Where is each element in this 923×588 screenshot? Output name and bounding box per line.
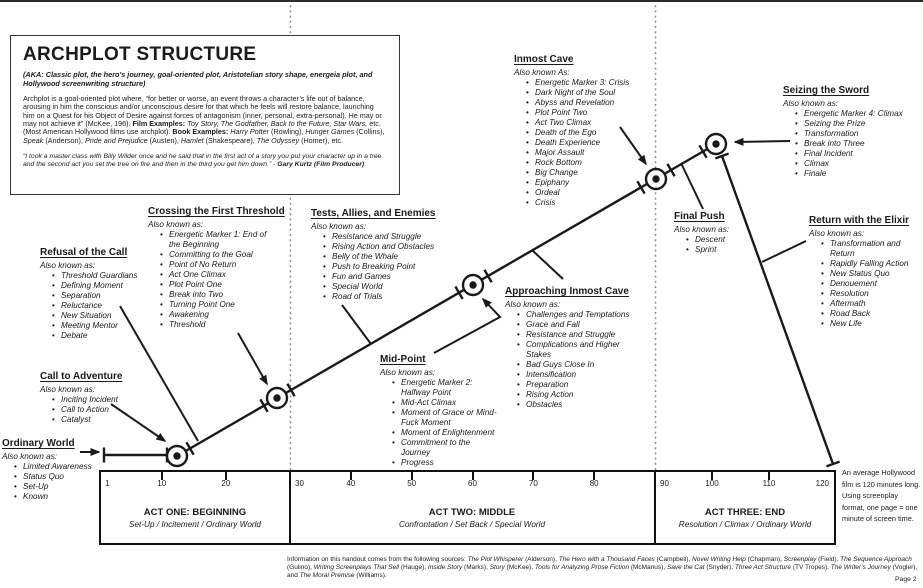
minute-label: 110 <box>762 479 776 488</box>
sources-note <box>287 556 923 581</box>
stage-alias-item: • Bad Guys Close In <box>517 360 645 370</box>
stage-final-push <box>674 211 754 255</box>
plot-point-marker-inmost-cave <box>646 169 666 189</box>
stage-alias-item: • Call to Action <box>52 405 138 415</box>
stage-alias-item: • Big Change <box>526 168 634 178</box>
stage-call-to-adventure <box>40 371 138 425</box>
stage-alias-list <box>505 310 645 410</box>
seizing-the-sword-arrow <box>735 141 790 142</box>
text-segment: Novel Writing Help <box>692 556 746 563</box>
stage-tests-allies-enemies <box>311 208 441 302</box>
stage-alias-item: • Energetic Marker 3: Crisis <box>526 78 634 88</box>
stage-alias-item: • Threshold Guardians <box>52 271 144 281</box>
stage-alias-item: • Fun and Games <box>323 272 441 282</box>
crossing-first-threshold-arrow <box>238 333 267 384</box>
also-known-as-label: Also known as: <box>2 452 58 461</box>
title-box <box>10 35 400 195</box>
minute-label: 50 <box>407 479 417 488</box>
text-segment: (Hauge), <box>399 564 428 572</box>
stage-alias-item: • Final Incident <box>795 149 905 159</box>
text-segment: (Alderson), <box>523 556 559 563</box>
stage-alias-item: • Resolution <box>821 289 923 299</box>
text-segment: Pride and Prejudice <box>84 135 148 145</box>
stage-alias-list <box>40 395 138 425</box>
stage-alias-item: • Challenges and Temptations <box>517 310 645 320</box>
text-segment: (Snyder), <box>704 564 735 572</box>
act-name: ACT THREE: END <box>704 507 786 518</box>
stage-alias-item: • Resistance and Struggle <box>323 232 441 242</box>
stage-alias-item: • Point of No Return <box>160 260 274 270</box>
stage-heading: Refusal of the Call <box>40 247 128 258</box>
also-known-as-label: Also known as: <box>40 261 96 270</box>
stage-alias-item: • Debate <box>52 331 144 341</box>
act-subtitle: Set-Up / Incitement / Ordinary World <box>129 520 261 529</box>
text-segment: The Moral Premise <box>299 572 355 580</box>
text-segment: Speak <box>23 135 44 145</box>
text-segment: “I took a master class with Billy Wilder once and he said that in the first act of a story you put your character up in a tree and the second act you set the tree on fire and then in the third you get him down.” - <box>23 152 382 169</box>
text-segment: The Sequence Approach <box>840 556 912 563</box>
stage-inmost-cave <box>514 54 634 208</box>
text-segment: Screenplay <box>783 556 817 563</box>
text-segment: The Odyssey <box>256 135 300 145</box>
stage-alias-item: • Break into Two <box>160 290 274 300</box>
stage-alias-item: • Turning Point One <box>160 300 274 310</box>
text-segment: Toy Story, The Godfather, Back to the Future, Star Wars, <box>185 119 368 129</box>
text-segment: Information on this handout comes from the following sources: <box>287 556 468 563</box>
act-subtitle: Resolution / Climax / Ordinary World <box>678 520 812 529</box>
stage-alias-list <box>311 232 441 302</box>
minute-label: 90 <box>660 479 669 488</box>
plot-point-marker-call-to-adventure <box>167 446 187 466</box>
text-segment: (Collins), <box>354 127 385 137</box>
also-known-as-label: Also known as: <box>311 222 367 231</box>
stage-alias-item: • Mid-Act Climax <box>392 398 498 408</box>
act-name: ACT ONE: BEGINNING <box>143 507 247 518</box>
stage-heading: Approaching Inmost Cave <box>505 286 629 297</box>
text-segment: Tools for Analyzing Prose Fiction <box>534 564 630 572</box>
stage-heading: Crossing the First Threshold <box>148 206 285 217</box>
text-segment: Gary Kurtz (Film Producer) <box>277 161 365 169</box>
act-subtitle: Confrontation / Set Back / Special World <box>398 520 546 529</box>
text-segment: (Campbell), <box>654 556 693 563</box>
stage-alias-item: • Awakening <box>160 310 274 320</box>
stage-alias-item: • Road Back <box>821 309 923 319</box>
also-known-as-label: Also known as: <box>674 225 730 234</box>
stage-alias-item: • Aftermath <box>821 299 923 309</box>
act-label-1 <box>80 507 310 529</box>
stage-ordinary-world <box>2 438 94 502</box>
archplot-definition <box>23 95 387 145</box>
text-segment: etc. (Most American Hollywood films use archplot). <box>23 119 381 137</box>
text-segment: Hunger Games <box>305 127 355 137</box>
billy-wilder-quote <box>23 153 387 169</box>
stage-mid-point <box>380 354 498 468</box>
tests-allies-enemies-leader <box>342 305 371 344</box>
minute-label: 100 <box>705 479 719 488</box>
plot-point-marker-mid-point <box>463 275 483 295</box>
stage-alias-item: • Known <box>14 492 94 502</box>
stage-alias-item: • Push to Breaking Point <box>323 262 441 272</box>
stage-alias-item: • Rock Bottom <box>526 158 634 168</box>
stage-alias-item: • Preparation <box>517 380 645 390</box>
stage-alias-item: • Death Experience <box>526 138 634 148</box>
title-aka-subtitle: (AKA: Classic plot, the hero's journey, goal-oriented plot, Aristotelian story shape, energeia plot, and Hollywood screenwriting structure) <box>23 70 373 88</box>
text-segment: Save the Cat <box>666 564 705 572</box>
text-segment: Film Examples: <box>132 119 186 129</box>
minute-label: 70 <box>528 479 538 488</box>
text-segment: (Shakespeare), <box>203 135 257 145</box>
minute-label: 40 <box>346 479 356 488</box>
also-known-as-label: Also known as: <box>783 99 839 108</box>
stage-alias-list <box>783 109 905 179</box>
stage-alias-item: • Defining Moment <box>52 281 144 291</box>
stage-alias-item: • Plot Point One <box>160 280 274 290</box>
stage-refusal-of-the-call <box>40 247 144 341</box>
stage-alias-item: • Energetic Marker 1: End of the Beginning <box>160 230 274 250</box>
stage-heading: Seizing the Sword <box>783 85 870 96</box>
text-segment: (Anderson), <box>43 135 85 145</box>
text-segment: (Chapman), <box>745 556 784 563</box>
stage-alias-item: • Dark Night of the Soul <box>526 88 634 98</box>
stage-alias-item: • Belly of the Whale <box>323 252 441 262</box>
text-segment: The Plot Whisperer <box>467 556 524 563</box>
stage-alias-list <box>40 271 144 341</box>
stage-alias-item: • Descent <box>686 235 754 245</box>
stage-heading: Mid-Point <box>380 354 426 365</box>
stage-alias-item: • Catalyst <box>52 415 138 425</box>
text-segment: (Rowling), <box>269 127 306 137</box>
stage-return-with-the-elixir <box>809 215 923 329</box>
plot-point-marker-crossing-the-first-threshold <box>267 388 287 408</box>
stage-approaching-inmost-cave <box>505 286 645 410</box>
text-segment: (Field), <box>816 556 841 563</box>
minute-label: 20 <box>221 479 231 488</box>
stage-alias-item: • Energetic Marker 4: Climax <box>795 109 905 119</box>
page-title: ARCHPLOT STRUCTURE <box>23 44 257 65</box>
stage-heading: Final Push <box>674 211 725 222</box>
stage-alias-item: • Obstacles <box>517 400 645 410</box>
stage-alias-item: • Progress <box>392 458 498 468</box>
minute-label: 30 <box>295 479 304 488</box>
text-segment: The Writer’s Journey <box>830 564 891 572</box>
text-segment: Inside Story <box>427 564 463 572</box>
text-segment: (Vogler), and <box>287 564 918 580</box>
text-segment: The Hero with a Thousand Faces <box>558 556 655 563</box>
mid-point-arrow <box>434 299 500 353</box>
segment-end-tick <box>455 287 462 299</box>
also-known-as-label: Also known as: <box>148 220 204 229</box>
minute-label: 10 <box>157 479 167 488</box>
text-segment: Three Act Structure <box>734 564 791 572</box>
return-with-the-elixir-leader <box>762 241 806 262</box>
text-segment: Harry Potter <box>228 127 270 137</box>
stage-alias-item: • Moment of Grace or Mind-Fuck Moment <box>392 408 498 428</box>
stage-alias-item: • Grace and Fall <box>517 320 645 330</box>
minute-label: 1 <box>105 479 110 488</box>
stage-alias-item: • Climax <box>795 159 905 169</box>
stage-alias-item: • Finale <box>795 169 905 179</box>
stage-alias-item: • Abyss and Revelation <box>526 98 634 108</box>
stage-alias-item: • New Situation <box>52 311 144 321</box>
also-known-as-label: Also known As: <box>514 68 570 77</box>
segment-end-tick <box>484 270 491 282</box>
stage-alias-item: • Break into Three <box>795 139 905 149</box>
stage-alias-list <box>674 235 754 255</box>
stage-heading: Return with the Elixir <box>809 215 910 226</box>
stage-alias-item: • Resistance and Struggle <box>517 330 645 340</box>
text-segment: (Austen), <box>147 135 181 145</box>
stage-alias-item: • Intensification <box>517 370 645 380</box>
minute-label: 120 <box>815 479 829 488</box>
final-push-leader <box>681 163 703 209</box>
stage-alias-item: • Rising Action and Obstacles <box>323 242 441 252</box>
minute-label: 60 <box>468 479 477 488</box>
segment-end-tick <box>667 164 674 176</box>
text-segment: (TV Tropes), <box>791 564 831 572</box>
stage-crossing-the-first-threshold <box>148 206 285 330</box>
minute-label: 80 <box>589 479 599 488</box>
stage-alias-item: • Road of Trials <box>323 292 441 302</box>
text-segment: (McKee), <box>504 564 535 572</box>
page-number: Page 2 <box>895 576 917 583</box>
stage-alias-item: • Separation <box>52 291 144 301</box>
also-known-as-label: Also known as: <box>809 229 865 238</box>
stage-alias-item: • Commitment to the Journey <box>392 438 498 458</box>
text-segment: Book Examples: <box>172 127 229 137</box>
stage-alias-item: • Rising Action <box>517 390 645 400</box>
text-segment: Story <box>489 564 505 572</box>
stage-alias-item: • New Status Quo <box>821 269 923 279</box>
stage-alias-item: • Seizing the Prize <box>795 119 905 129</box>
stage-alias-item: • Epiphany <box>526 178 634 188</box>
text-segment: (Williams). <box>354 572 387 580</box>
stage-alias-item: • Plot Point Two <box>526 108 634 118</box>
stage-alias-item: • Inciting Incident <box>52 395 138 405</box>
stage-heading: Ordinary World <box>2 438 75 449</box>
text-segment: (Gulino), <box>287 564 314 572</box>
stage-heading: Call to Adventure <box>40 371 123 382</box>
stage-alias-item: • Act Two Climax <box>526 118 634 128</box>
stage-alias-item: • New Life <box>821 319 923 329</box>
stage-alias-item: • Act One Climax <box>160 270 274 280</box>
also-known-as-label: Also known as: <box>380 368 436 377</box>
stage-alias-item: • Status Quo <box>14 472 94 482</box>
plot-point-marker-seizing-the-sword <box>706 134 726 154</box>
stage-alias-item: • Committing to the Goal <box>160 250 274 260</box>
text-segment: Archplot is a goal-oriented plot where, “for better or worse, an event throws a character’s life out of balance, arousing in him the conscious and/or unconscious desire for that which he feels will restore balance, launching him on a Quest for his Object of Desire against forces of antagonism (inner, personal, extra-personal). He may or may not achieve it” (McKee, 196). <box>23 94 382 129</box>
stage-heading: Tests, Allies, and Enemies <box>311 208 436 219</box>
act-label-3 <box>630 507 860 529</box>
stage-alias-item: • Rapidly Falling Action <box>821 259 923 269</box>
approaching-inmost-cave-leader <box>532 250 563 279</box>
act-label-2 <box>357 507 587 529</box>
stage-alias-item: • Reluctance <box>52 301 144 311</box>
stage-alias-item: • Crisis <box>526 198 634 208</box>
text-segment: (Marks), <box>462 564 490 572</box>
text-segment: Hamlet <box>180 135 204 145</box>
stage-alias-item: • Transformation <box>795 129 905 139</box>
stage-alias-list <box>380 378 498 468</box>
stage-alias-item: • Limited Awareness <box>14 462 94 472</box>
stage-alias-list <box>2 462 94 502</box>
film-length-note: An average Hollywood film is 120 minutes long. Using screenplay format, one page = one minute of screen time. <box>842 468 921 524</box>
stage-heading: Inmost Cave <box>514 54 574 65</box>
stage-alias-item: • Moment of Enlightenment <box>392 428 498 438</box>
stage-seizing-the-sword <box>783 85 905 179</box>
stage-alias-item: • Special World <box>323 282 441 292</box>
also-known-as-label: Also known as: <box>40 385 96 394</box>
stage-alias-item: • Meeting Mentor <box>52 321 144 331</box>
stage-alias-list <box>514 78 634 208</box>
stage-alias-item: • Denouement <box>821 279 923 289</box>
stage-alias-item: • Energetic Marker 2: Halfway Point <box>392 378 498 398</box>
page-top-rule <box>0 0 923 2</box>
also-known-as-label: Also known as: <box>505 300 561 309</box>
text-segment: (Homer), etc. <box>299 135 344 145</box>
text-segment: Writing Screenplays That Sell <box>313 564 399 572</box>
act-name: ACT TWO: MIDDLE <box>428 507 516 518</box>
segment-end-tick <box>637 181 644 193</box>
stage-alias-list <box>148 230 274 330</box>
stage-alias-item: • Set-Up <box>14 482 94 492</box>
stage-alias-item: • Transformation and Return <box>821 239 923 259</box>
stage-alias-item: • Major Assault <box>526 148 634 158</box>
stage-alias-item: • Complications and Higher Stakes <box>517 340 645 360</box>
stage-alias-item: • Ordeal <box>526 188 634 198</box>
text-segment: (McManus), <box>629 564 667 572</box>
stage-alias-list <box>809 239 923 329</box>
stage-alias-item: • Sprint <box>686 245 754 255</box>
stage-alias-item: • Death of the Ego <box>526 128 634 138</box>
stage-alias-item: • Threshold <box>160 320 274 330</box>
